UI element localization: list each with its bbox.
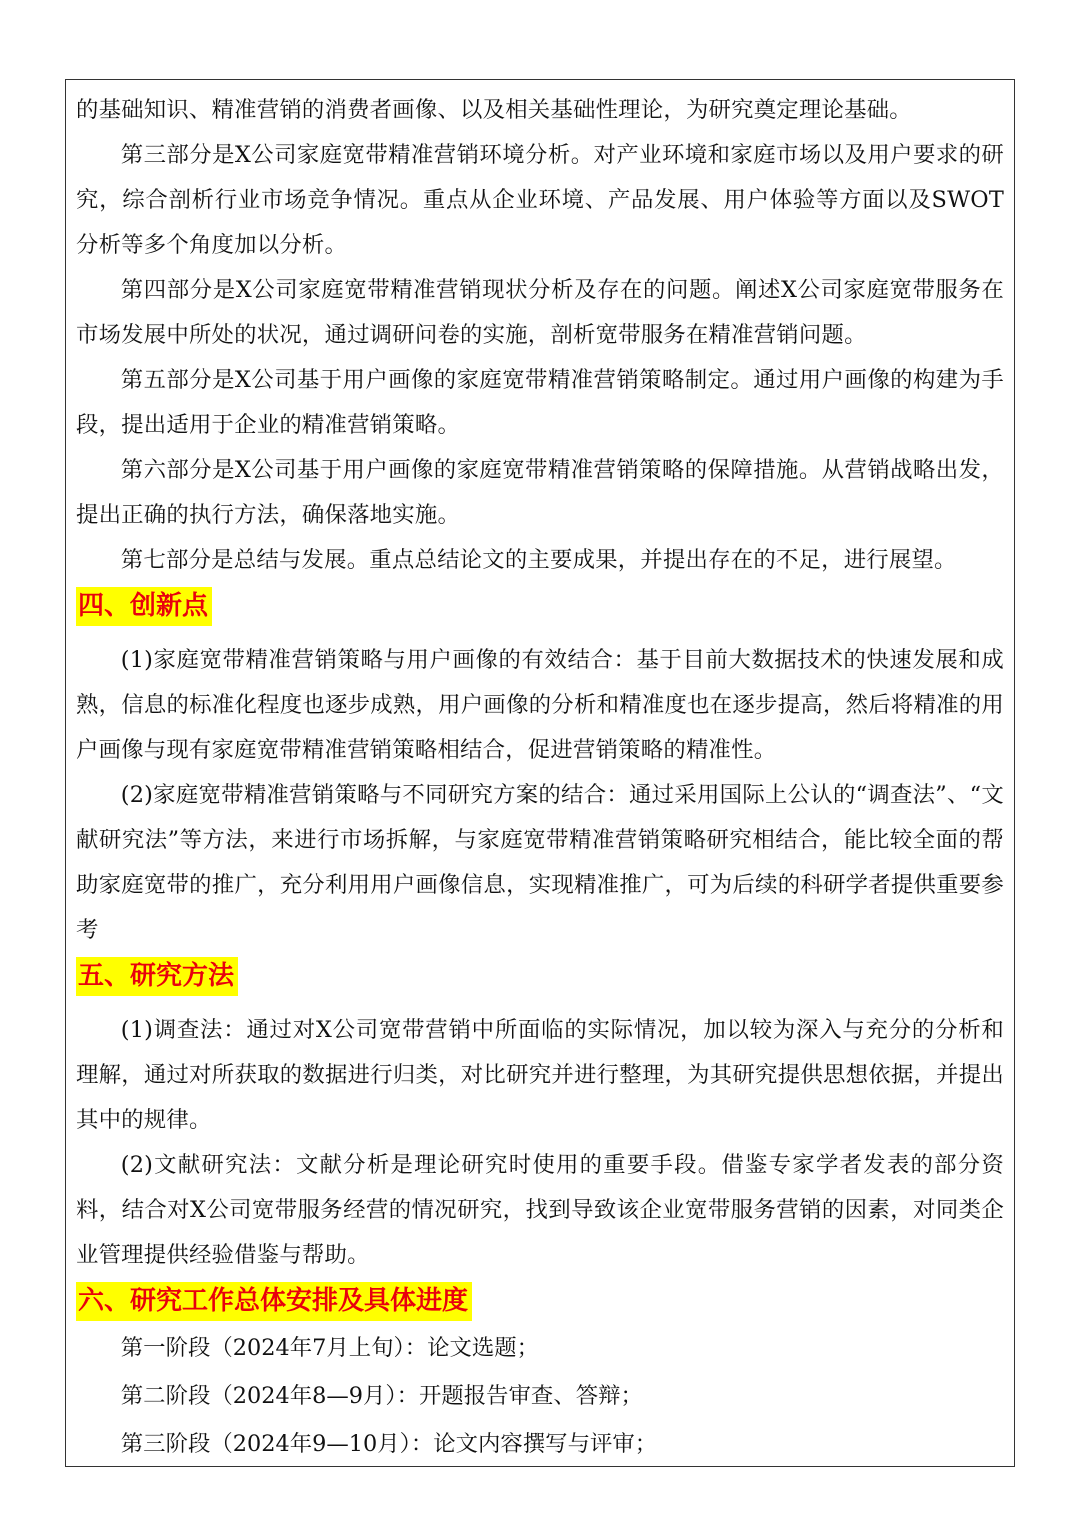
schedule-heading bbox=[76, 1278, 1004, 1324]
document-content bbox=[76, 88, 1004, 1467]
schedule-stage-1: 第一阶段（2024年7月上旬）：论文选题； bbox=[120, 1335, 540, 1361]
intro-paragraph: 的基础知识、精准营销的消费者画像、以及相关基础性理论，为研究奠定理论基础。 bbox=[76, 97, 912, 123]
innovation-heading-text: 四、创新点 bbox=[76, 587, 212, 626]
innovation-item-1: (1)家庭宽带精准营销策略与用户画像的有效结合：基于目前大数据技术的快速发展和成熟，信息的标准化程度也逐步成熟，用户画像的分析和精准度也在逐步提高，然后将精准的用户画像与现有家庭宽带精准营销策略相结合，促进营销策略的精准性。 bbox=[76, 647, 1004, 763]
part-three-paragraph: 第三部分是X公司家庭宽带精准营销环境分析。对产业环境和家庭市场以及用户要求的研究，综合剖析行业市场竞争情况。重点从企业环境、产品发展、用户体验等方面以及SWOT分析等多个角度加以分析。 bbox=[76, 142, 1004, 258]
part-four-paragraph: 第四部分是X公司家庭宽带精准营销现状分析及存在的问题。阐述X公司家庭宽带服务在市场发展中所处的状况，通过调研问卷的实施，剖析宽带服务在精准营销问题。 bbox=[76, 277, 1004, 348]
innovation-heading bbox=[76, 583, 1004, 629]
schedule-heading-text: 六、研究工作总体安排及具体进度 bbox=[76, 1282, 472, 1321]
innovation-item-2: (2)家庭宽带精准营销策略与不同研究方案的结合：通过采用国际上公认的“调查法”、“文献研究法”等方法，来进行市场拆解，与家庭宽带精准营销策略研究相结合，能比较全面的帮助家庭宽带的推广，充分利用用户画像信息，实现精准推广，可为后续的科研学者提供重要参考 bbox=[76, 782, 1004, 943]
section-gap bbox=[76, 629, 1004, 638]
part-seven-paragraph: 第七部分是总结与发展。重点总结论文的主要成果，并提出存在的不足，进行展望。 bbox=[120, 547, 957, 573]
section-gap bbox=[76, 999, 1004, 1008]
methods-heading bbox=[76, 953, 1004, 999]
method-item-2: (2)文献研究法：文献分析是理论研究时使用的重要手段。借鉴专家学者发表的部分资料，结合对X公司宽带服务经营的情况研究，找到导致该企业宽带服务营销的因素，对同类企业管理提供经验借鉴与帮助。 bbox=[76, 1152, 1004, 1268]
schedule-stage-3: 第三阶段（2024年9—10月）：论文内容撰写与评审； bbox=[120, 1431, 658, 1457]
part-six-paragraph: 第六部分是X公司基于用户画像的家庭宽带精准营销策略的保障措施。从营销战略出发，提出正确的执行方法，确保落地实施。 bbox=[76, 457, 1004, 528]
method-item-1: (1)调查法：通过对X公司宽带营销中所面临的实际情况，加以较为深入与充分的分析和理解，通过对所获取的数据进行归类，对比研究并进行整理，为其研究提供思想依据，并提出其中的规律。 bbox=[76, 1017, 1004, 1133]
part-five-paragraph: 第五部分是X公司基于用户画像的家庭宽带精准营销策略制定。通过用户画像的构建为手段，提出适用于企业的精准营销策略。 bbox=[76, 367, 1004, 438]
methods-heading-text: 五、研究方法 bbox=[76, 957, 238, 996]
document-frame bbox=[65, 79, 1015, 1467]
schedule-stage-2: 第二阶段（2024年8—9月）：开题报告审查、答辩； bbox=[120, 1383, 643, 1409]
